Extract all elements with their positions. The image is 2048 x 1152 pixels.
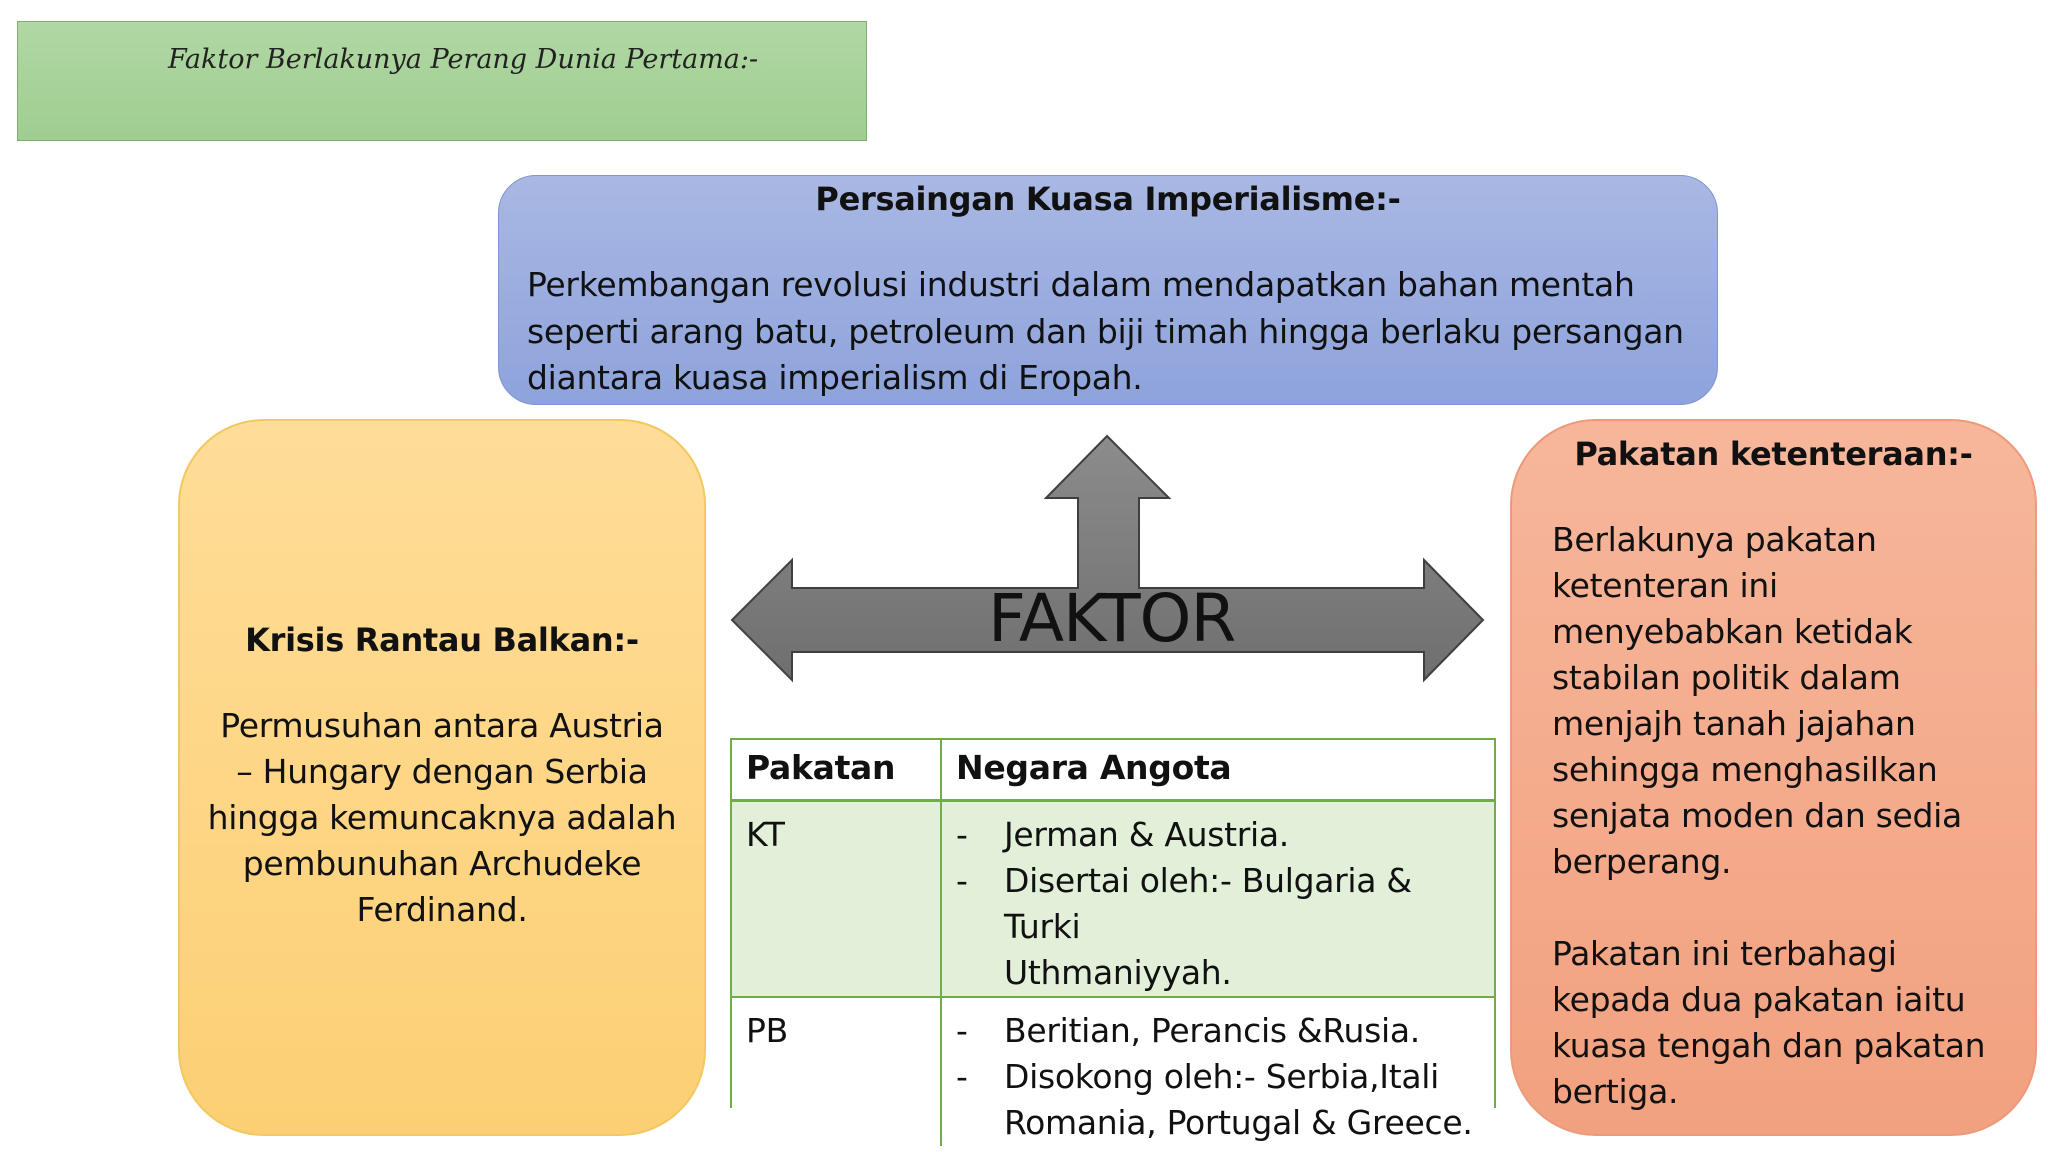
- list-item-text: Jerman & Austria.: [1004, 814, 1289, 854]
- bullet-dash: -: [956, 1056, 968, 1096]
- card-pakatan-heading: Pakatan ketenteraan:-: [1574, 435, 1973, 473]
- card-pakatan-line: menjajh tanah jajahan: [1552, 704, 1916, 743]
- card-balkan-line: Permusuhan antara Austria: [220, 706, 664, 745]
- pakatan-table-grid: [732, 740, 1494, 1146]
- card-pakatan-line: kuasa tengah dan pakatan: [1552, 1026, 1986, 1065]
- card-pakatan-line: Pakatan ini terbahagi: [1552, 934, 1897, 973]
- table-header-negara: Negara Angota: [941, 740, 1494, 800]
- card-pakatan-line: stabilan politik dalam: [1552, 658, 1901, 697]
- page-title: Faktor Berlakunya Perang Dunia Pertama:-: [168, 44, 759, 75]
- card-pakatan-line: menyebabkan ketidak: [1552, 612, 1913, 651]
- card-pakatan-line: ketenteran ini: [1552, 566, 1778, 605]
- card-imperialisme-line: diantara kuasa imperialism di Eropah.: [527, 358, 1143, 397]
- bullet-dash: -: [956, 860, 968, 900]
- list-item-text: Beritian, Perancis &Rusia.: [1004, 1010, 1420, 1050]
- card-imperialisme-line: seperti arang batu, petroleum dan biji timah hingga berlaku persangan: [527, 311, 1684, 351]
- bullet-dash: -: [956, 1010, 968, 1050]
- card-imperialisme-heading: Persaingan Kuasa Imperialisme:-: [815, 180, 1401, 218]
- table-cell-pakatan: PB: [732, 997, 941, 1146]
- table-header-row: [732, 740, 1494, 800]
- table-row: [732, 997, 1494, 1146]
- list-item-text: [1004, 858, 1480, 996]
- table-cell-negara: [941, 997, 1494, 1146]
- list-item: [956, 1054, 1480, 1146]
- pakatan-table: [730, 738, 1496, 1142]
- table-cell-negara: [941, 800, 1494, 997]
- table-header-pakatan: Pakatan: [732, 740, 941, 800]
- card-pakatan-line: Berlakunya pakatan: [1552, 520, 1877, 559]
- card-pakatan-line: kepada dua pakatan iaitu: [1552, 980, 1966, 1019]
- bullet-dash: -: [956, 814, 968, 854]
- table-cell-pakatan: KT: [732, 800, 941, 997]
- list-item-line: Romania, Portugal & Greece.: [1004, 1102, 1473, 1142]
- table-row: [732, 800, 1494, 997]
- card-balkan-heading: Krisis Rantau Balkan:-: [245, 621, 639, 659]
- list-item: [956, 1008, 1480, 1054]
- card-pakatan-line: sehingga menghasilkan: [1552, 750, 1938, 789]
- card-balkan-line: – Hungary dengan Serbia: [236, 752, 648, 791]
- card-balkan-line: pembunuhan Archudeke: [242, 844, 642, 883]
- card-imperialisme-line: Perkembangan revolusi industri dalam mendapatkan bahan mentah: [527, 265, 1635, 304]
- list-item-line: Disokong oleh:- Serbia,Itali: [1004, 1056, 1440, 1096]
- card-pakatan-line: bertiga.: [1552, 1072, 1679, 1111]
- list-item: [956, 812, 1480, 858]
- faktor-label: FAKTOR: [988, 580, 1236, 657]
- card-pakatan-line: berperang.: [1552, 842, 1732, 881]
- card-balkan-line: Ferdinand.: [356, 890, 528, 929]
- list-item-line: Uthmaniyyah.: [1004, 952, 1232, 992]
- card-pakatan-line: senjata moden dan sedia: [1552, 796, 1962, 835]
- list-item: [956, 858, 1480, 996]
- list-item-text: [1004, 1054, 1473, 1146]
- card-balkan-line: hingga kemuncaknya adalah: [207, 798, 677, 837]
- list-item-line: Disertai oleh:- Bulgaria & Turki: [1004, 860, 1412, 946]
